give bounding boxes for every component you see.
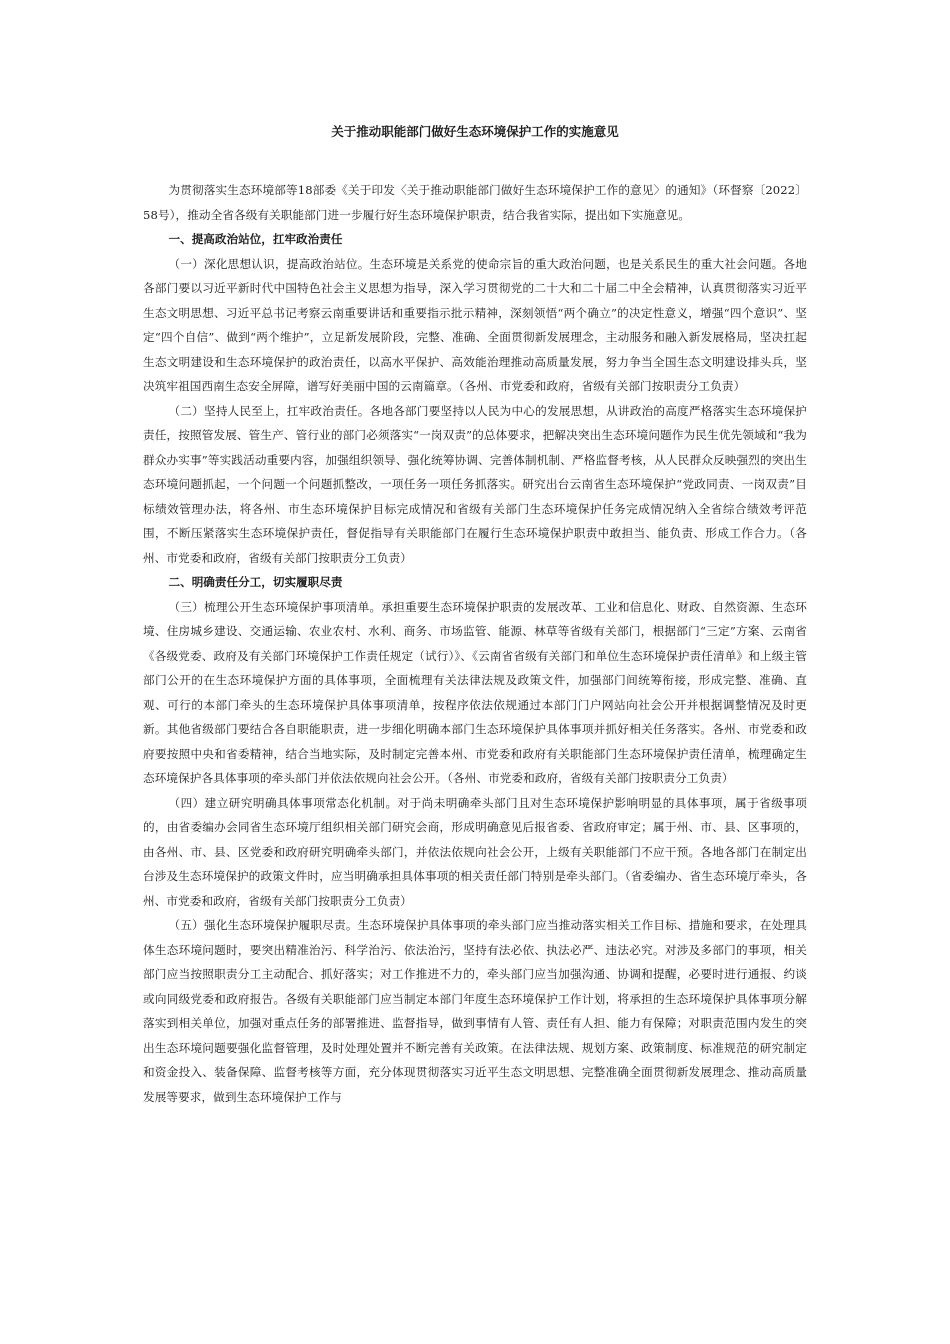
paragraph-4: （四）建立研究明确具体事项常态化机制。对于尚未明确牵头部门且对生态环境保护影响明显的具体事项，属于省级事项的，由省委编办会同省生态环境厅组织相关部门研究会商，形成明确意见后报省委、省政府审定；属于州、市、县、区事项的，由各州、市、县、区党委和政府研究明确牵头部门，并依法依规向社会公开，上级有关职能部门不应干预。各地各部门在制定出台涉及生态环境保护的政策文件时，应当明确承担具体事项的相关责任部门特别是牵头部门。（省委编办、省生态环境厅牵头，各州、市党委和政府，省级有关部门按职责分工负责）: [143, 795, 807, 908]
paragraph-2: （二）坚持人民至上，扛牢政治责任。各地各部门要坚持以人民为中心的发展思想，从讲政治的高度严格落实生态环境保护责任，按照管发展、管生产、管行业的部门必须落实“一岗双责”的总体要求，把解决突出生态环境问题作为民生优先领域和“我为群众办实事”等实践活动重要内容，加强组织领导、强化统筹协调、完善体制机制、严格监督考核，从人民群众反映强烈的突出生态环境问题抓起，一个问题一个问题抓整改，一项任务一项任务抓落实。研究出台云南省生态环境保护“党政同责、一岗双责”目标绩效管理办法，将各州、市生态环境保护目标完成情况和省级有关部门生态环境保护任务完成情况纳入全省综合绩效考评范围，不断压紧落实生态环境保护责任，督促指导有关职能部门在履行生态环境保护职责中敢担当、能负责、形成工作合力。（各州、市党委和政府，省级有关部门按职责分工负责）: [143, 403, 807, 565]
paragraph-1: （一）深化思想认识，提高政治站位。生态环境是关系党的使命宗旨的重大政治问题，也是关系民生的重大社会问题。各地各部门要以习近平新时代中国特色社会主义思想为指导，深入学习贯彻党的二十大和二十届二中全会精神，认真贯彻落实习近平生态文明思想、习近平总书记考察云南重要讲话和重要指示批示精神，深刻领悟“两个确立”的决定性意义，增强“四个意识”、坚定“四个自信”、做到“两个维护”，立足新发展阶段，完整、准确、全面贯彻新发展理念，主动服务和融入新发展格局，坚决扛起生态文明建设和生态环境保护的政治责任，以高水平保护、高效能治理推动高质量发展，努力争当全国生态文明建设排头兵，坚决筑牢祖国西南生态安全屏障，谱写好美丽中国的云南篇章。（各州、市党委和政府，省级有关部门按职责分工负责）: [143, 256, 807, 393]
section-2-heading: 二、明确责任分工，切实履职尽责: [168, 575, 343, 589]
section-1-heading: 一、提高政治站位，扛牢政治责任: [168, 232, 343, 246]
paragraph-3: （三）梳理公开生态环境保护事项清单。承担重要生态环境保护职责的发展改革、工业和信息化、财政、自然资源、生态环境、住房城乡建设、交通运输、农业农村、水利、商务、市场监管、能源、林草等省级有关部门，根据部门“三定”方案、云南省《各级党委、政府及有关部门环境保护工作责任规定（试行）》、《云南省省级有关部门和单位生态环境保护责任清单》和上级主管部门公开的在生态环境保护方面的具体事项，全面梳理有关法律法规及政策文件，加强部门间统筹衔接，形成完整、准确、直观、可行的本部门牵头的生态环境保护具体事项清单，按程序依法依规通过本部门门户网站向社会公开并根据调整情况及时更新。其他省级部门要结合各自职能职责，进一步细化明确本部门生态环境保护具体事项并抓好相关任务落实。各州、市党委和政府要按照中央和省委精神，结合当地实际，及时制定完善本州、市党委和政府有关职能部门生态环境保护责任清单，梳理确定生态环境保护各具体事项的牵头部门并依法依规向社会公开。（各州、市党委和政府，省级有关部门按职责分工负责）: [143, 599, 807, 785]
paragraph-5: （五）强化生态环境保护履职尽责。生态环境保护具体事项的牵头部门应当推动落实相关工作目标、措施和要求，在处理具体生态环境问题时，要突出精准治污、科学治污、依法治污，坚持有法必依、执法必严、违法必究。对涉及多部门的事项，相关部门应当按照职责分工主动配合、抓好落实；对工作推进不力的，牵头部门应当加强沟通、协调和提醒，必要时进行通报、约谈或向同级党委和政府报告。各级有关职能部门应当制定本部门年度生态环境保护工作计划，将承担的生态环境保护具体事项分解落实到相关单位，加强对重点任务的部署推进、监督指导，做到事情有人管、责任有人担、能力有保障；对职责范围内发生的突出生态环境问题要强化监督管理，及时处理处置并不断完善有关政策。在法律法规、规划方案、政策制度、标准规范的研究制定和资金投入、装备保障、监督考核等方面，充分体现贯彻落实习近平生态文明思想、完整准确全面贯彻新发展理念、推动高质量发展等要求，做到生态环境保护工作与: [143, 918, 807, 1104]
document-title: 关于推动职能部门做好生态环境保护工作的实施意见: [331, 124, 619, 139]
intro-paragraph: 为贯彻落实生态环境部等18部委《关于印发〈关于推动职能部门做好生态环境保护工作的意见〉的通知》（环督察〔2022〕58号），推动全省各级有关职能部门进一步履行好生态环境保护职责，结合我省实际，提出如下实施意见。: [143, 183, 807, 222]
document-page: [143, 122, 807, 1109]
